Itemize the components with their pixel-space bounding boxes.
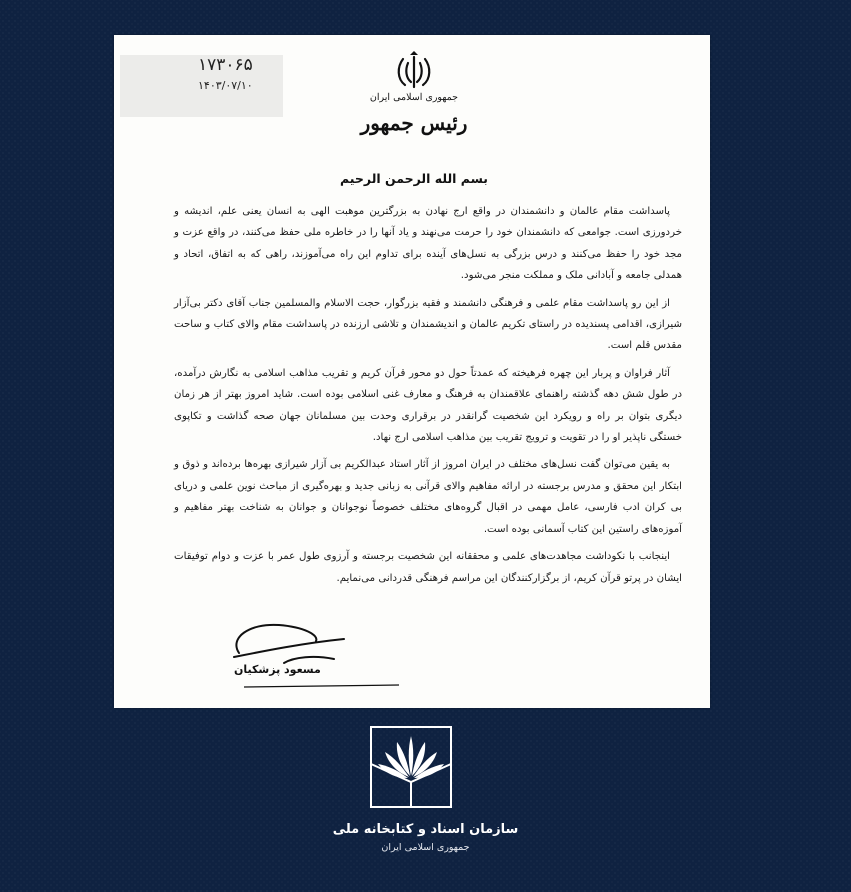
signer-name: مسعود پزشکیان bbox=[234, 663, 321, 676]
paragraph: آثار فراوان و پربار این چهره فرهیخته که عمدتاً حول دو محور قرآن کریم و تقریب مذاهب اسلامی به نگارش درآمده، در طول شش دهه گذشته راهنمای علاقمندان به فرهنگ و معارف غنی اسلامی بوده است. شاید امروز بهتر از هر زمان دیگری بتوان بر راه و رویکرد این شخصیت گرانقدر در برقراری وحدت بین مسلمانان جهان صحه گذاشت و تکاپوی خستگی ناپذیر او را در تقویت و ترویج تقریب بین مذاهب اسلامی ارج نهاد. bbox=[174, 367, 682, 444]
document-number: ۱۷۳۰۶۵ bbox=[198, 55, 253, 75]
letterhead-office: رئیس جمهور bbox=[360, 111, 468, 135]
handwritten-signature bbox=[224, 613, 404, 703]
paragraph: اینجانب با نکوداشت مجاهدت‌های علمی و محققانه این شخصیت برجسته و آرزوی طول عمر با عزت و دوام توفیقات ایشان در پرتو قرآن کریم، از برگزارکنندگان این مراسم فرهنگی قدردانی می‌نمایم. bbox=[174, 551, 682, 584]
national-library-logo-icon bbox=[370, 726, 452, 808]
footer-country-subtitle: جمهوری اسلامی ایران bbox=[381, 842, 470, 853]
letter-document bbox=[114, 35, 710, 708]
letter-body bbox=[174, 201, 682, 595]
iran-emblem-icon bbox=[395, 51, 433, 91]
paragraph: از این رو پاسداشت مقام علمی و فرهنگی دانشمند و فقیه بزرگوار، حجت الاسلام والمسلمین جناب آقای دکتر بی‌آزار شیرازی، اقدامی پسندیده در راستای تکریم عالمان و اندیشمندان و تلاشی ارزنده در پاسداشت مقام والای کتاب و ساحت مقدس قلم است. bbox=[174, 297, 682, 352]
footer-organization-title: سازمان اسناد و کتابخانه ملی bbox=[332, 822, 519, 837]
paragraph: به یقین می‌توان گفت نسل‌های مختلف در ایران امروز از آثار استاد عبدالکریم بی آزار شیرازی بهره‌ها برده‌اند و ذوق و ابتکار این محقق و مدرس برجسته در ارائه مفاهیم والای قرآنی به زبانی جدید و بهره‌گیری از مباحث نوین علمی و دریای بی کران ادب فارسی، عامل مهمی در اقبال گروه‌های مختلف خصوصاً نوجوانان و جوانان به شناخت بهتر مفاهیم و آموزه‌های راستین این کتاب آسمانی بوده است. bbox=[174, 459, 682, 535]
paragraph: پاسداشت مقام عالمان و دانشمندان در واقع ارج نهادن به بزرگترین موهبت الهی به انسان یعنی علم، اندیشه و خردورزی است. جوامعی که دانشمندان خود را حرمت می‌نهند و یاد آنها را در خاطره ملی حفظ می‌کنند، در واقع عزت و مجد خود را حفظ می‌کنند و درس بزرگی به نسل‌های آینده برای تداوم این راه می‌آموزند، راهی که به اتفاق، اتحاد و همدلی جامعه و آبادانی ملک و مملکت منجر می‌شود. bbox=[174, 206, 682, 282]
bismillah-heading: بسم الله الرحمن الرحیم bbox=[340, 171, 488, 186]
letterhead-country: جمهوری اسلامی ایران bbox=[369, 92, 459, 103]
document-date: ۱۴۰۳/۰۷/۱۰ bbox=[198, 79, 253, 92]
